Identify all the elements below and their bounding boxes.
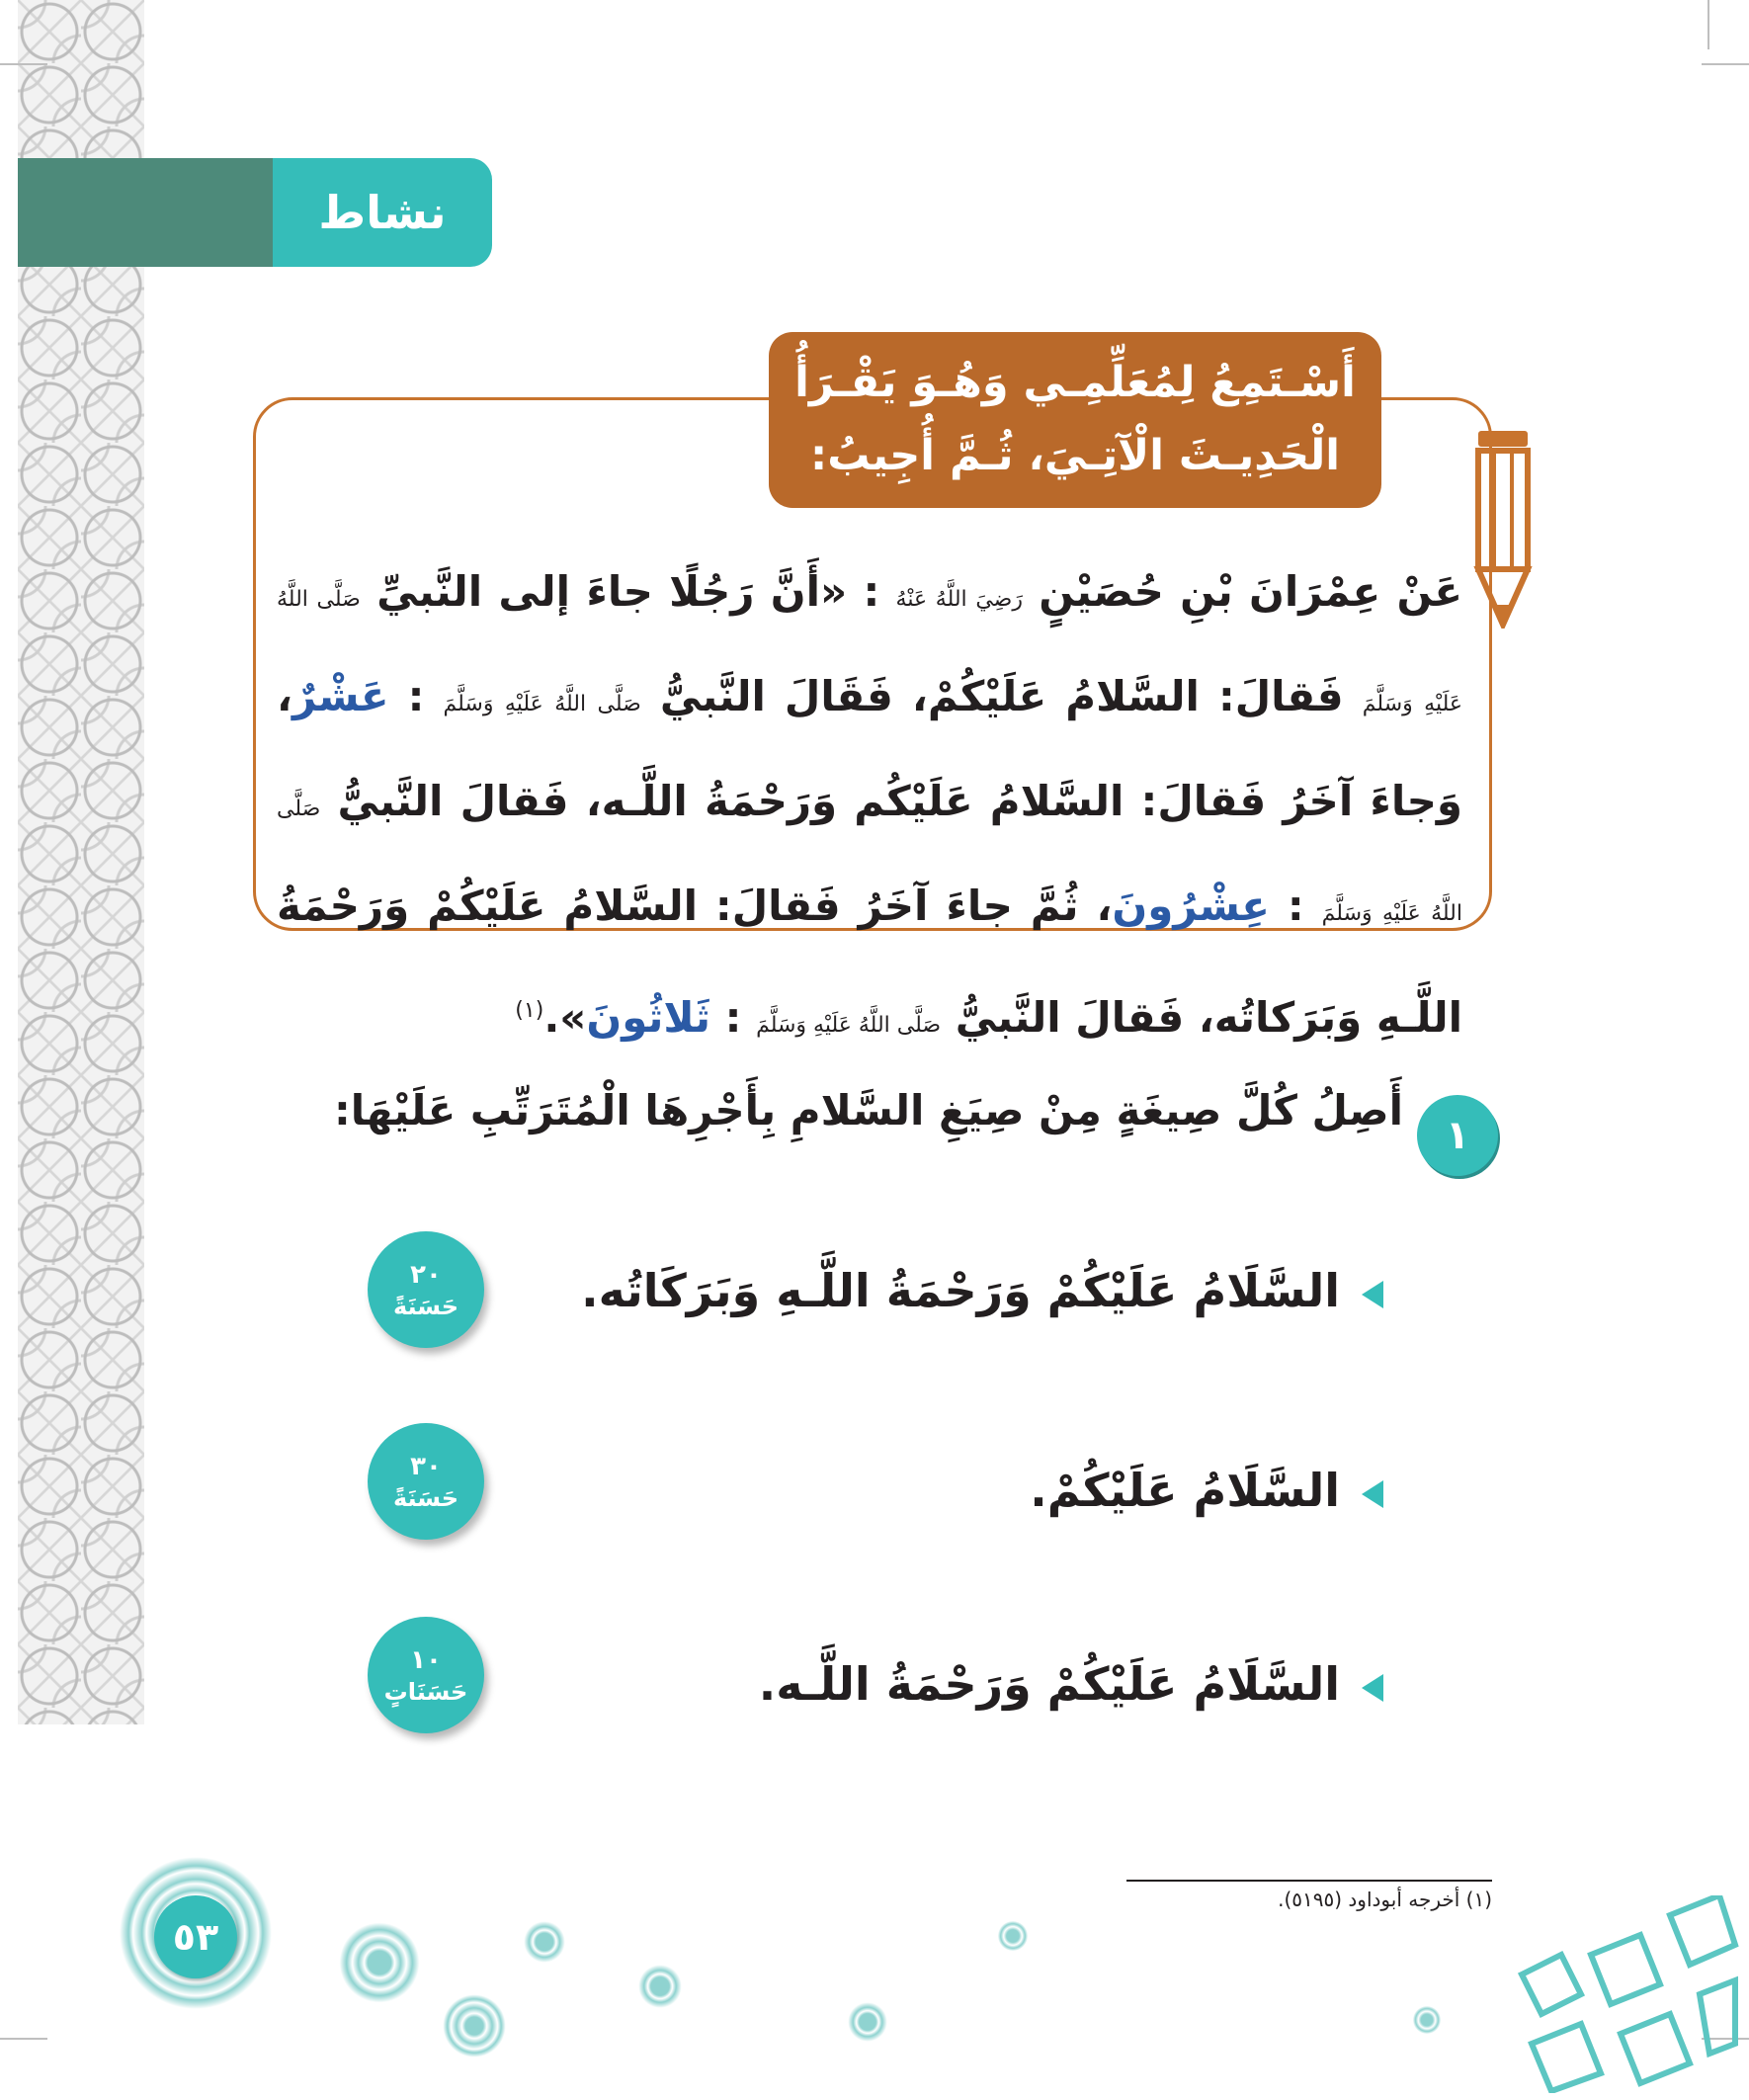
hadith-part: ، ثُمَّ جاءَ آخَرُ فَقالَ: السَّلامُ عَلَيْكُمْ وَرَحْمَةُ اللَّـهِ وَبَرَكاتُه، فَقالَ النَّبيُّ — [277, 882, 1462, 1042]
reward-badge[interactable] — [368, 1231, 484, 1348]
crop-mark — [1707, 0, 1709, 49]
footnote: (١) أخرجه أبوداود (٥١٩٥). — [1278, 1888, 1492, 1911]
greeting-item-text: السَّلَامُ عَلَيْكُمْ وَرَحْمَةُ اللَّـهِ وَبَرَكَاتُه. — [581, 1264, 1340, 1317]
hadith-part: : «أَنَّ رَجُلًا جاءَ إلى النَّبيِّ — [376, 567, 880, 616]
hadith-part: : — [407, 672, 425, 720]
reward-badge-word: حَسَنَاتٍ — [383, 1678, 468, 1706]
geometric-ornament — [1512, 1895, 1739, 2093]
honorific: رَضِيَ اللَّهُ عَنْهُ — [895, 587, 1023, 612]
instruction-line-1: أَسْـتَمِعُ لِمُعَلِّمِـي وَهُـوَ يَقْـرَأُ — [794, 358, 1356, 407]
greeting-item-text: السَّلَامُ عَلَيْكُمْ. — [1030, 1464, 1340, 1517]
instruction-line-2: الْحَدِيـثَ الْآتِـيَ، ثُـمَّ أُجِيبُ: — [810, 431, 1340, 480]
hadith-part: عَنْ عِمْرَانَ بْنِ حُصَيْنٍ — [1039, 567, 1463, 616]
hadith-part: ». — [543, 993, 587, 1042]
honorific: صَلَّى اللَّهُ عَلَيْهِ وَسَلَّمَ — [756, 1013, 942, 1038]
reward-badge[interactable] — [368, 1617, 484, 1733]
honorific: صَلَّى اللَّهُ عَلَيْهِ وَسَلَّمَ — [277, 797, 1462, 926]
hadith-part: : — [724, 993, 742, 1042]
bullet-triangle-icon — [1362, 1480, 1383, 1508]
reward-ten: عَشْرٌ — [292, 672, 389, 720]
activity-tab-label: نشاط — [318, 186, 447, 239]
honorific: صَلَّى اللَّهُ عَلَيْهِ وَسَلَّمَ — [277, 587, 1463, 716]
rosette-ornament — [338, 1921, 421, 2004]
greeting-item-text: السَّلَامُ عَلَيْكُمْ وَرَحْمَةُ اللَّـه. — [758, 1657, 1340, 1711]
instruction-banner — [769, 332, 1381, 508]
footnote-marker: (١) — [515, 998, 544, 1023]
rosette-ornament — [524, 1921, 565, 1963]
activity-tab — [273, 158, 492, 267]
reward-badge-number: ١٠ — [410, 1645, 442, 1675]
hadith-text — [277, 544, 1462, 1074]
bullet-triangle-icon — [1362, 1281, 1383, 1308]
reward-badge[interactable] — [368, 1423, 484, 1540]
crop-mark — [0, 63, 47, 65]
question-number: ١ — [1417, 1095, 1498, 1176]
hadith-part: فَقالَ: السَّلامُ عَلَيْكُمْ، فَقَالَ النَّبيُّ — [659, 672, 1344, 720]
question-text: أَصِلُ كُلَّ صِيغَةٍ مِنْ صِيَغِ السَّلامِ بِأَجْرِهَا الْمُتَرَتِّبِ عَلَيْهَا: — [334, 1086, 1403, 1134]
footnote-rule — [1126, 1880, 1492, 1882]
reward-badge-number: ٢٠ — [410, 1260, 442, 1290]
bullet-triangle-icon — [1362, 1674, 1383, 1702]
reward-badge-word: حَسَنَةً — [392, 1484, 459, 1512]
crop-mark — [0, 2038, 47, 2040]
hadith-part: : — [1287, 882, 1304, 930]
reward-badge-number: ٣٠ — [410, 1452, 442, 1481]
page-number: ٥٣ — [154, 1895, 237, 1978]
honorific: صَلَّى اللَّهُ عَلَيْهِ وَسَلَّمَ — [443, 692, 641, 716]
greeting-item[interactable] — [553, 1251, 1383, 1330]
rosette-ornament — [1413, 2006, 1441, 2034]
reward-twenty: عِشْرُونَ — [1112, 882, 1270, 930]
crop-mark — [1702, 63, 1749, 65]
hadith-part: ، وَجاءَ آخَرُ فَقالَ: السَّلامُ عَلَيْكُم وَرَحْمَةُ اللَّـه، فَقالَ النَّبيُّ — [277, 672, 1462, 825]
rosette-ornament — [848, 2002, 887, 2042]
reward-thirty: ثَلاثُونَ — [586, 993, 711, 1042]
pencil-icon — [1468, 431, 1538, 629]
rosette-ornament — [998, 1921, 1028, 1951]
greeting-item[interactable] — [553, 1644, 1383, 1723]
greeting-item[interactable] — [553, 1451, 1383, 1530]
rosette-ornament — [443, 1994, 506, 2058]
rosette-ornament — [638, 1965, 682, 2008]
reward-badge-word: حَسَنَةً — [392, 1293, 459, 1320]
